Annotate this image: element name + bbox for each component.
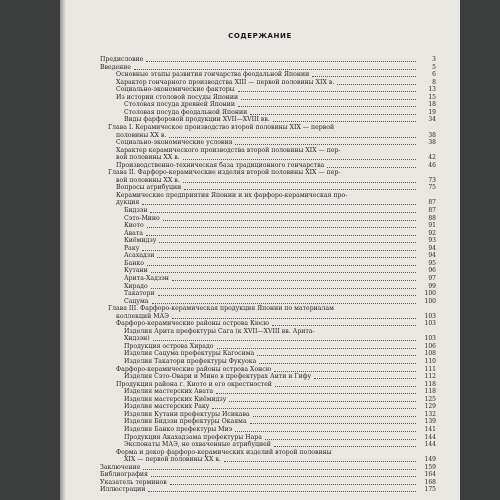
toc-entry: Социально-экономические условия <box>116 139 233 147</box>
page-number: 97 <box>428 274 436 282</box>
page-number: 129 <box>424 403 436 411</box>
toc-entry: Изделия Арита префектуры Сага (к XVII—XVIII вв. Арита- <box>124 327 315 335</box>
leader-dots <box>275 385 416 387</box>
leader-dots <box>229 400 416 402</box>
toc-entry: Указатель терминов <box>100 478 167 486</box>
toc-entry: Изделия Такатори префектуры Фукуока <box>124 358 257 365</box>
toc-entry: Изделия Банко префектуры Миэ <box>124 425 233 433</box>
toc-entry: Экспонаты МАЭ, не охваченные атрибуцией <box>124 441 271 449</box>
page-number: 106 <box>424 342 436 350</box>
leader-dots <box>184 188 416 190</box>
leader-dots <box>235 430 416 432</box>
page-number: 144 <box>424 441 436 449</box>
page-number: 5 <box>432 63 436 71</box>
page-number: 175 <box>424 486 436 494</box>
toc-entry: Виды фарфоровой продукции XVII—XVIII вв. <box>124 116 270 124</box>
toc-entry: Продукция Акахадзама префектуры Нара <box>124 433 262 441</box>
leader-dots <box>250 422 416 424</box>
leader-dots <box>146 234 416 236</box>
page-number: 3 <box>432 56 436 63</box>
page-number: 103 <box>424 335 436 343</box>
page-number: 75 <box>428 184 436 192</box>
page-number: 103 <box>424 312 436 320</box>
toc-entry: Сэто-Мино <box>124 214 160 222</box>
toc-entry: XIX — первой половины XX в. <box>124 456 221 464</box>
leader-dots <box>259 362 416 364</box>
toc-entry: Киото <box>124 222 144 230</box>
leader-dots <box>152 302 416 304</box>
toc-entry: Банко <box>124 259 144 267</box>
leader-dots <box>183 181 416 183</box>
leader-dots <box>146 60 416 62</box>
leader-dots <box>147 264 416 266</box>
leader-dots <box>253 415 416 417</box>
toc-entry: Основные этапы развития гончарства феодальной Японии <box>116 71 310 79</box>
leader-dots <box>314 377 416 379</box>
page-number: 139 <box>424 418 436 426</box>
leader-dots <box>241 98 416 100</box>
toc-entry: Глава I. Керамическое производство второй половины XIX — первой <box>108 123 335 131</box>
toc-entry: Вопросы атрибуции <box>116 184 182 192</box>
toc-entry: Столовая посуда древней Японии <box>124 101 236 109</box>
leader-dots <box>273 120 416 122</box>
page-number: 100 <box>424 297 436 305</box>
toc-entry: Библиография <box>100 471 148 479</box>
page-number: 73 <box>428 176 436 184</box>
page-number: 91 <box>428 222 436 230</box>
toc-entry: Киёмидзу <box>124 237 157 245</box>
page-number: 159 <box>424 463 436 471</box>
leader-dots <box>212 407 416 409</box>
page-number: 15 <box>428 93 436 101</box>
toc-entry: Заключение <box>100 463 141 471</box>
leader-dots <box>265 438 416 440</box>
page-number: 168 <box>424 478 436 486</box>
leader-dots <box>143 468 416 470</box>
leader-dots <box>158 294 416 296</box>
leader-dots <box>217 347 416 349</box>
leader-dots <box>216 392 416 394</box>
page-number: 94 <box>428 244 436 252</box>
leader-dots <box>274 445 416 447</box>
toc-entry: Иллюстрации <box>100 486 146 494</box>
toc-entry: Фарфоро-керамические районы острова Хонсю <box>116 365 272 373</box>
leader-dots <box>170 483 416 485</box>
leader-dots <box>235 143 416 145</box>
page-number: 38 <box>428 139 436 147</box>
page-number: 99 <box>428 282 436 290</box>
toc-entry: коллекций МАЭ <box>116 312 169 320</box>
page-number: 112 <box>424 373 436 381</box>
page-number: 87 <box>428 199 436 207</box>
page-number: 6 <box>432 71 436 79</box>
leader-dots <box>172 279 416 281</box>
page-number: 95 <box>428 259 436 267</box>
page-number: 87 <box>428 207 436 214</box>
page-number: 118 <box>424 380 436 388</box>
leader-dots <box>183 158 416 160</box>
leader-dots <box>238 105 416 107</box>
toc-entry: вой половины XX в. <box>116 154 180 162</box>
toc-entry: Продукция района г. Киото и его окрестностей <box>116 380 272 388</box>
toc-entry: Форма и декор фарфоро-керамических изделий второй половины <box>116 448 332 456</box>
toc-entry: Из истории столовой посуды Японии <box>116 93 239 101</box>
toc-entry: Изделия Бидзэн префектуры Окаяма <box>124 418 247 426</box>
page-number: 34 <box>428 116 436 124</box>
toc-entry: Бидзэн <box>124 207 148 214</box>
page-number: 141 <box>424 425 436 433</box>
leader-dots <box>312 75 416 77</box>
leader-dots <box>274 370 416 372</box>
leader-dots <box>157 256 416 258</box>
toc-entry: Предисловие <box>100 56 144 63</box>
leader-dots <box>150 211 416 213</box>
page-number: 100 <box>424 290 436 298</box>
page-number: 88 <box>428 214 436 222</box>
leader-dots <box>163 219 416 221</box>
page-number: 108 <box>424 350 436 358</box>
page-number: 111 <box>424 365 436 373</box>
toc-entry: Сацума <box>124 297 149 305</box>
page-number: 144 <box>424 433 436 441</box>
leader-dots <box>151 475 416 477</box>
leader-dots <box>148 490 416 492</box>
toc-entry: вой половины XX в. <box>116 176 180 184</box>
page-number: 42 <box>428 154 436 162</box>
leader-dots <box>272 324 416 326</box>
toc-entry: Введение <box>100 63 132 71</box>
toc-entry: Такатори <box>124 290 155 298</box>
toc-entry: Изделия Кутани префектуры Исикава <box>124 410 250 418</box>
toc-entry: Асахадзи <box>124 252 155 260</box>
page-number: 13 <box>428 86 436 94</box>
toc-entry: Хидзэн) <box>124 335 150 343</box>
leader-dots <box>134 68 416 70</box>
toc-entry: Характер гончарного производства XIII — первой половины XIX в. <box>116 78 335 86</box>
leader-dots <box>142 249 416 251</box>
toc-entry: Арита-Хадзэн <box>124 274 169 282</box>
leader-dots <box>151 287 416 289</box>
toc-entry: Хирадо <box>124 282 148 290</box>
toc-entry: Продукция острова Хирадо <box>124 342 214 350</box>
toc-entry: дукция <box>116 199 140 207</box>
page-number: 46 <box>428 161 436 169</box>
leader-dots <box>327 166 416 168</box>
toc-entry: Керамические предприятия Японии и их фарфоро-керамическая про- <box>116 191 348 199</box>
page-number: 118 <box>424 388 436 396</box>
toc-entry: Изделия мастерских Авата <box>124 388 214 396</box>
toc-entry: Социально-экономические факторы <box>116 86 235 94</box>
leader-dots <box>224 460 416 462</box>
page-number: 38 <box>428 131 436 139</box>
leader-dots <box>172 317 416 319</box>
leader-dots <box>159 241 416 243</box>
leader-dots <box>250 113 416 115</box>
leader-dots <box>153 339 416 341</box>
leader-dots <box>151 271 416 273</box>
toc-entry: Изделия мастерских Киёмидзу <box>124 395 227 403</box>
toc-entry: Изделия Сэто-Овари и Мино в префектурах Аити и Гифу <box>124 373 312 381</box>
toc-entry: Столовая посуда феодальной Японии <box>124 108 248 116</box>
page-number: 125 <box>424 395 436 403</box>
toc-entry: Изделия Сацума префектуры Кагосима <box>124 350 255 358</box>
page-number: 19 <box>428 108 436 116</box>
page-number: 110 <box>424 358 436 365</box>
toc-entry: Глава III. Фарфоро-керамическая продукция Японии по материалам <box>108 305 334 313</box>
page-number: 149 <box>424 456 436 464</box>
page-number: 18 <box>428 101 436 109</box>
toc-entry: Глава II. Фарфоро-керамические изделия второй половины XIX — пер- <box>108 169 341 177</box>
leader-dots <box>169 136 416 138</box>
toc-entry: Фарфоро-керамические районы острова Кюсю <box>116 320 270 328</box>
leader-dots <box>337 83 416 85</box>
leader-dots <box>147 226 416 228</box>
page-number: 93 <box>428 237 436 245</box>
toc-entry: Изделия мастерских Раку <box>124 403 210 411</box>
page-number: 96 <box>428 267 436 275</box>
leader-dots <box>257 354 416 356</box>
page-number: 94 <box>428 252 436 260</box>
page-number: 103 <box>424 320 436 328</box>
contents-heading: СОДЕРЖАНИЕ <box>228 32 292 40</box>
toc-entry: Раку <box>124 244 140 252</box>
leader-dots <box>142 203 416 205</box>
toc-entry: половины XX в. <box>116 131 167 139</box>
toc-entry: Характер керамического производства второй половины XIX — пер- <box>116 146 341 154</box>
page-number: 164 <box>424 471 436 479</box>
page-number: 8 <box>432 78 436 86</box>
toc-entry: Кутани <box>124 267 148 275</box>
page-number: 132 <box>424 410 436 418</box>
leader-dots <box>238 90 416 92</box>
toc-entry: Авата <box>124 229 143 237</box>
page-number: 92 <box>428 229 436 237</box>
toc-entry: Производственно-техническая база традиционного гончарства <box>116 161 325 169</box>
